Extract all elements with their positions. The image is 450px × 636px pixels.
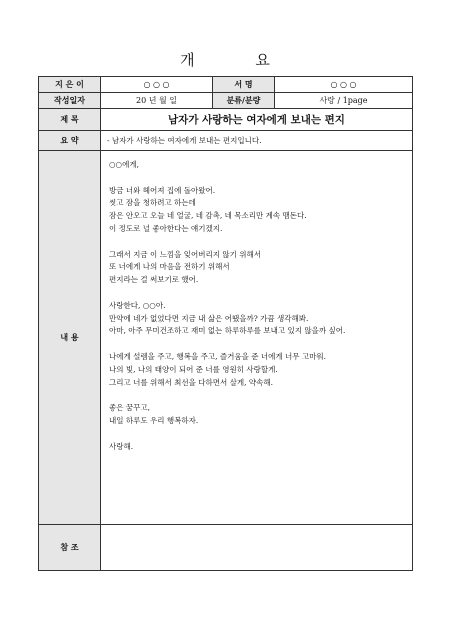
date-row — [39, 93, 413, 109]
date-label: 작성일자 — [39, 93, 101, 109]
category-value: 사랑 / 1page — [275, 93, 413, 109]
letter-line: 편지라는 걸 써보기로 했어. — [109, 275, 199, 285]
subject-row — [39, 109, 413, 131]
summary-label: 요 약 — [39, 131, 101, 151]
subject-label: 제 목 — [39, 109, 101, 131]
summary-row — [39, 131, 413, 151]
page-title: 개 요 — [180, 51, 298, 69]
letter-content — [101, 151, 413, 525]
letter-line: 방금 너와 헤어져 집에 돌아왔어. — [109, 185, 216, 195]
letter-line: 아마, 아주 무미건조하고 재미 없는 하루하루를 보내고 있지 않을까 싶어. — [109, 326, 346, 336]
author-row — [39, 77, 413, 93]
letter-line: 만약에 네가 없었다면 지금 내 삶은 어땠을까? 가끔 생각해봐. — [109, 313, 309, 323]
letter-line: 나의 빛, 나의 태양이 되어 준 너를 영원히 사랑할게. — [109, 364, 278, 374]
author-value: ○ ○ ○ — [101, 77, 213, 93]
letter-line: 씻고 잠을 청하려고 하는데 — [109, 198, 196, 208]
paragraph-gap — [109, 287, 412, 300]
letter-line: 또 너에게 나의 마음을 전하기 위해서 — [109, 262, 230, 272]
letter-line: 잠은 안오고 오늘 네 얼굴, 네 감촉, 네 목소리만 계속 맴돈다. — [109, 211, 307, 221]
letter-line: 그리고 너를 위해서 최선을 다하면서 살게, 약속해. — [109, 377, 273, 387]
reference-label: 참 조 — [39, 525, 101, 571]
letter-line: 그래서 지금 이 느낌을 잊어버리지 않기 위해서 — [109, 249, 261, 259]
paragraph-gap — [109, 338, 412, 351]
paragraph-gap — [109, 236, 412, 249]
letter-line: 사랑한다, ○○아. — [109, 300, 166, 310]
content-label: 내 용 — [39, 151, 101, 525]
letter-line: 내일 하루도 우리 행복하자. — [109, 415, 199, 425]
overview-table — [38, 76, 413, 571]
reference-value — [101, 525, 413, 571]
signature-label: 서 명 — [213, 77, 275, 93]
signature-value: ○ ○ ○ — [275, 77, 413, 93]
letter-line: 나에게 설렘을 주고, 행복을 주고, 즐거움을 준 너에게 너무 고마워. — [109, 351, 326, 361]
paragraph-gap — [109, 172, 412, 185]
date-value: 20 년 월 일 — [101, 93, 213, 109]
reference-row — [39, 525, 413, 571]
subject-value: 남자가 사랑하는 여자에게 보내는 편지 — [101, 109, 413, 131]
author-label: 지 은 이 — [39, 77, 101, 93]
content-row — [39, 151, 413, 525]
category-label: 분류/분량 — [213, 93, 275, 109]
letter-line: ○○에게, — [109, 160, 139, 169]
letter-line: 사랑해. — [109, 441, 134, 451]
paragraph-gap — [109, 389, 412, 402]
letter-line: 좋은 꿈꾸고, — [109, 403, 150, 413]
letter-line: 이 정도로 널 좋아한다는 얘기겠지. — [109, 223, 223, 233]
summary-value: - 남자가 사랑하는 여자에게 보내는 편지입니다. — [101, 131, 413, 151]
paragraph-gap — [109, 428, 412, 441]
